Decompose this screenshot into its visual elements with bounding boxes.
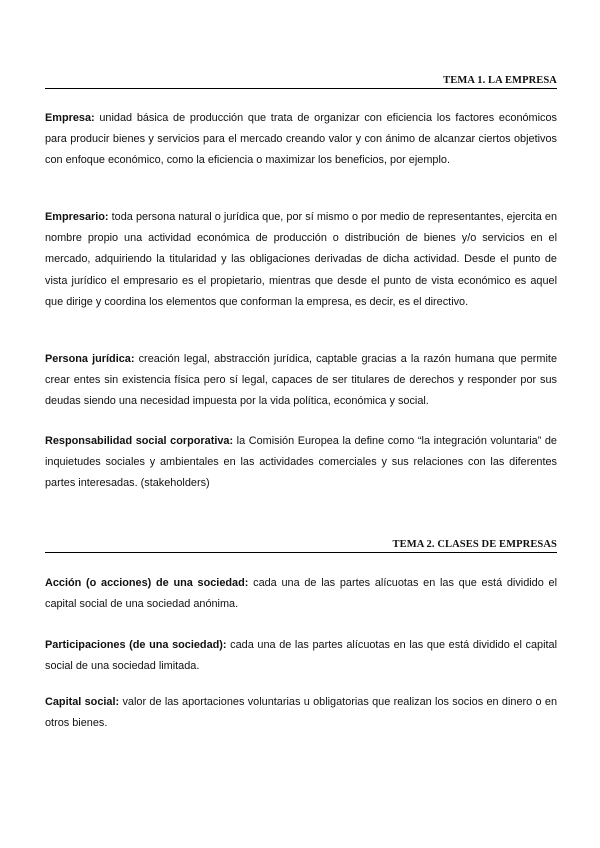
- definition-responsabilidad-social: [45, 431, 557, 495]
- definition-text: cada una de las partes alícuotas en las que está dividido el capital social de una sociedad limitada.: [45, 639, 557, 673]
- definition-text: la Comisión Europea la define como “la integración voluntaria” de inquietudes sociales y ambientales en las actividades comerciales y sus relaciones con las diferentes partes interesadas. (stakeholders): [45, 435, 557, 490]
- section-heading-tema-1: [45, 70, 557, 89]
- section-heading-text: TEMA 2. CLASES DE EMPRESAS: [392, 539, 557, 550]
- definition-text: valor de las aportaciones voluntarias u obligatorias que realizan los socios en dinero o en otros bienes.: [45, 696, 558, 730]
- definition-acciones: [45, 573, 557, 615]
- definition-text: toda persona natural o jurídica que, por sí mismo o por medio de representantes, ejercita en nombre propio una actividad económica de producción o distribución de bienes y/o servicios en el mercado, adquiriendo la titularidad y las obligaciones derivadas de dicha actividad. Desde el punto de vista jurídico el empresario es el propietario, mientras que desde el punto de vista económico es aquel que dirige y coordina los elementos que conforman la empresa, es decir, es el directivo.: [45, 211, 557, 308]
- definition-term: Acción (o acciones) de una sociedad:: [45, 577, 249, 589]
- definition-term: Empresa:: [45, 112, 95, 124]
- definition-text: cada una de las partes alícuotas en las que está dividido el capital social de una sociedad anónima.: [45, 577, 558, 611]
- section-heading-text: TEMA 1. LA EMPRESA: [443, 75, 557, 86]
- definition-term: Capital social:: [45, 696, 120, 708]
- definition-term: Responsabilidad social corporativa:: [45, 435, 234, 447]
- section-heading-tema-2: [45, 534, 557, 553]
- definition-capital-social: [45, 692, 557, 734]
- definition-text: unidad básica de producción que trata de organizar con eficiencia los factores económicos para producir bienes y servicios para el mercado creando valor y con ánimo de alcanzar ciertos objetivos con enfoque económico, como la eficiencia o maximizar los beneficios, por ejemplo.: [45, 112, 557, 167]
- definition-term: Participaciones (de una sociedad):: [45, 639, 227, 651]
- definition-empresa: [45, 108, 557, 172]
- definition-persona-juridica: [45, 349, 557, 413]
- definition-empresario: [45, 207, 557, 313]
- definition-term: Empresario:: [45, 211, 109, 223]
- definition-term: Persona jurídica:: [45, 353, 135, 365]
- definition-participaciones: [45, 635, 557, 677]
- definition-text: creación legal, abstracción jurídica, captable gracias a la razón humana que permite crear entes sin existencia física pero sí legal, capaces de ser titulares de derechos y responder por sus deudas siendo una necesidad impuesta por la vida política, económica y social.: [45, 353, 558, 408]
